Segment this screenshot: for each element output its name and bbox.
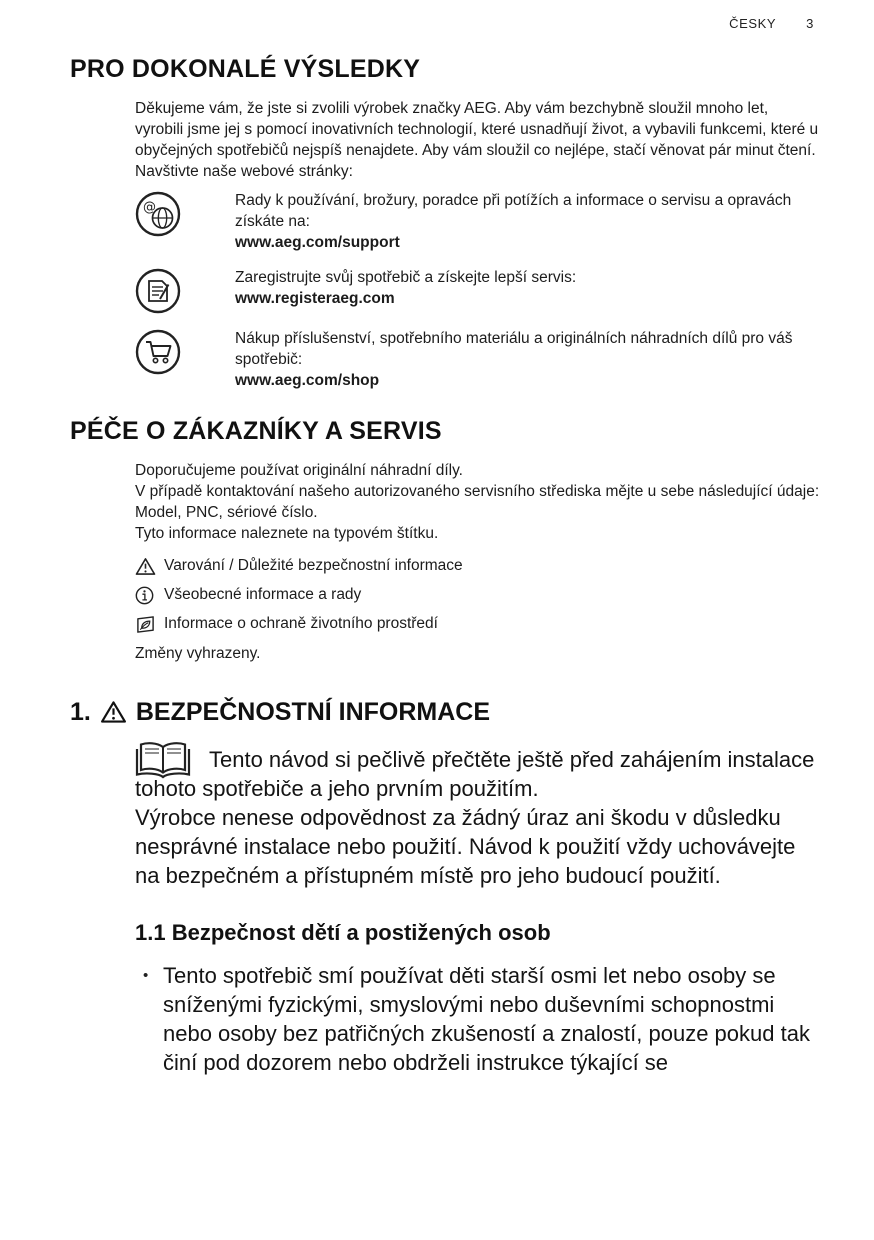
list-item: • Tento spotřebič smí používat děti starší osmi let nebo osoby se sníženými fyzickými, smyslovými nebo duševními schopnostmi nebo osoby bez patřičných zkušeností a znalostí, pouze pokud tak činí pod dozorem nebo obdrželi instrukce týkající se xyxy=(163,961,820,1077)
safety-bullet-list xyxy=(135,961,820,1077)
safety-intro-paragraph-1 xyxy=(135,745,820,803)
page-number: 3 xyxy=(806,16,814,31)
support-url[interactable]: www.aeg.com/support xyxy=(235,234,400,251)
shop-link-row xyxy=(135,328,820,391)
safety-intro xyxy=(135,745,820,1077)
visit-websites-line: Navštivte naše webové stránky: xyxy=(135,163,353,180)
service-paragraph: Tyto informace naleznete na typovém štítku. xyxy=(135,525,439,542)
register-icon xyxy=(135,268,181,314)
warning-legend-label: Varování / Důležité bezpečnostní informace xyxy=(164,557,463,574)
environment-legend-label: Informace o ochraně životního prostředí xyxy=(164,615,438,632)
register-link-row xyxy=(135,267,820,314)
changes-reserved-note: Změny vyhrazeny. xyxy=(135,645,261,662)
safety-intro-text-1: Tento návod si pečlivě přečtěte ještě před zahájením instalace tohoto spotřebiče a jeho prvním použitím. xyxy=(135,747,815,801)
subsection-title: 1.1 Bezpečnost dětí a postižených osob xyxy=(135,920,551,945)
info-legend-label: Všeobecné informace a rady xyxy=(164,586,362,603)
cart-icon xyxy=(135,329,181,375)
environment-icon xyxy=(135,615,157,634)
support-link-text xyxy=(235,190,815,253)
book-icon xyxy=(133,739,195,779)
info-icon xyxy=(135,586,157,605)
register-url[interactable]: www.registeraeg.com xyxy=(235,290,395,307)
service-paragraphs xyxy=(135,460,820,544)
safety-intro-paragraph-2: Výrobce nenese odpovědnost za žádný úraz ani škodu v důsledku nesprávné instalace nebo použití. Návod k použití vždy uchovávejte na bezpečném a přístupném místě pro jeho budoucí použití. xyxy=(135,805,796,888)
service-paragraph: V případě kontaktování našeho autorizovaného servisního střediska mějte u sebe následující údaje: Model, PNC, sériové číslo. xyxy=(135,483,820,521)
service-section-title: PÉČE O ZÁKAZNÍKY A SERVIS xyxy=(70,417,442,445)
register-link-description: Zaregistrujte svůj spotřebič a získejte lepší servis: xyxy=(235,269,577,286)
symbol-legend xyxy=(135,556,820,634)
intro-paragraph: Děkujeme vám, že jste si zvolili výrobek značky AEG. Aby vám bezchybně sloužil mnoho let, vyrobili jsme jej s pomocí inovativních technologií, které usnadňují život, a vybavili funkcemi, které u obyčejných spotřebičů nejspíš nenajdete. Aby vám sloužil co nejlépe, stačí věnovat pár minut čtení. xyxy=(135,100,819,159)
page-title: PRO DOKONALÉ VÝSLEDKY xyxy=(70,55,421,83)
register-link-text xyxy=(235,267,576,309)
info-legend-row xyxy=(135,585,820,605)
warning-legend-row xyxy=(135,556,820,576)
page-header xyxy=(70,16,820,31)
safety-section-title: BEZPEČNOSTNÍ INFORMACE xyxy=(135,698,491,726)
globe-icon xyxy=(135,191,181,237)
shop-link-text xyxy=(235,328,815,391)
warning-icon xyxy=(100,700,127,724)
language-label: ČESKY xyxy=(729,16,777,31)
support-link-description: Rady k používání, brožury, poradce při potížích a informace o servisu a opravách získáte na: xyxy=(235,192,792,230)
svg-text:@: @ xyxy=(143,200,156,215)
support-link-row xyxy=(135,190,820,253)
warning-icon xyxy=(135,557,157,576)
environment-legend-row xyxy=(135,614,820,634)
safety-section-number: 1. xyxy=(70,698,91,726)
shop-link-description: Nákup příslušenství, spotřebního materiálu a originálních náhradních dílů pro váš spotřebič: xyxy=(235,330,793,368)
service-paragraph: Doporučujeme používat originální náhradní díly. xyxy=(135,462,463,479)
safety-section-heading xyxy=(70,698,820,727)
website-links xyxy=(135,190,820,391)
shop-url[interactable]: www.aeg.com/shop xyxy=(235,372,380,389)
